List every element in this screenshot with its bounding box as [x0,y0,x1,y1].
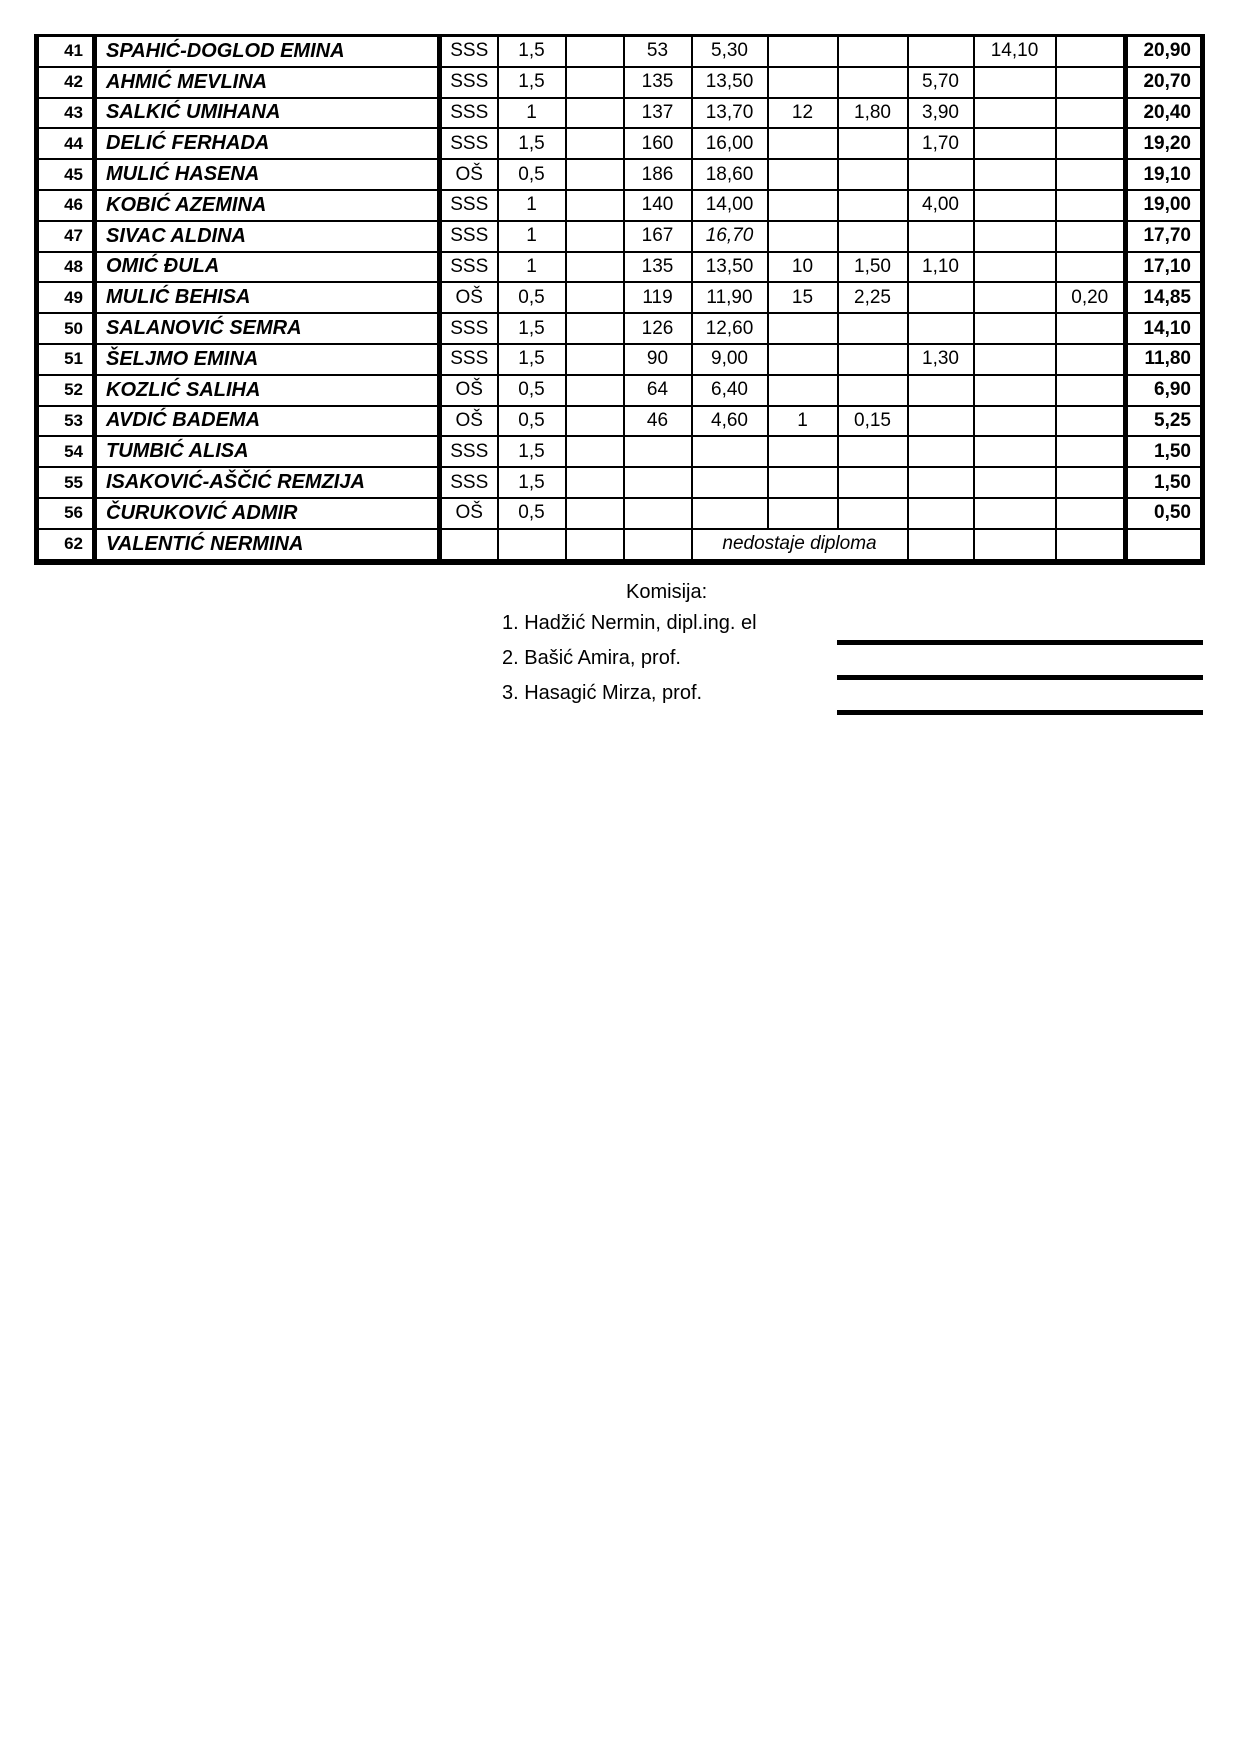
data-cell: 12 [768,98,838,129]
committee-heading: Komisija: [626,581,708,603]
data-cell [1056,159,1126,190]
data-cell [768,467,838,498]
data-cell: 5,70 [908,67,974,98]
data-cell: 1,5 [498,36,566,67]
data-cell [768,344,838,375]
data-cell [1056,221,1126,252]
data-cell: 186 [624,159,692,190]
data-cell [1056,128,1126,159]
data-cell [498,529,566,562]
data-cell: SSS [440,36,498,67]
data-cell [566,98,624,129]
total-cell: 6,90 [1126,375,1203,406]
data-cell [1056,498,1126,529]
row-number-cell: 62 [37,529,95,562]
table-row [37,529,1203,562]
data-cell [838,128,908,159]
candidate-name-cell: OMIĆ ĐULA [95,252,440,283]
candidate-name-cell: ČURUKOVIĆ ADMIR [95,498,440,529]
data-cell [1056,467,1126,498]
data-cell: 64 [624,375,692,406]
data-cell: 1,5 [498,344,566,375]
row-number-cell: 50 [37,313,95,344]
data-cell [566,498,624,529]
data-cell: 13,50 [692,252,768,283]
data-cell [838,375,908,406]
data-cell [624,467,692,498]
data-cell: 16,00 [692,128,768,159]
data-cell [974,67,1056,98]
total-cell: 20,40 [1126,98,1203,129]
data-cell: SSS [440,190,498,221]
data-cell: 1 [498,252,566,283]
candidate-name-cell: SALKIĆ UMIHANA [95,98,440,129]
data-cell [838,344,908,375]
data-cell: 1 [498,190,566,221]
data-cell [1056,36,1126,67]
data-cell [566,252,624,283]
data-cell [838,221,908,252]
table-row [37,190,1203,221]
table-row [37,313,1203,344]
data-cell: 1,5 [498,128,566,159]
data-cell: 90 [624,344,692,375]
data-cell: 1,30 [908,344,974,375]
candidate-name-cell: MULIĆ HASENA [95,159,440,190]
data-cell [1056,436,1126,467]
table-row [37,36,1203,67]
data-cell: 1,5 [498,67,566,98]
total-cell: 5,25 [1126,406,1203,437]
table-row [37,467,1203,498]
total-cell: 20,90 [1126,36,1203,67]
data-cell [566,436,624,467]
data-cell [566,467,624,498]
candidate-name-cell: AHMIĆ MEVLINA [95,67,440,98]
data-cell: OŠ [440,282,498,313]
table-row [37,436,1203,467]
data-cell [974,313,1056,344]
data-cell: 1,50 [838,252,908,283]
data-cell [566,344,624,375]
candidate-name-cell: SALANOVIĆ SEMRA [95,313,440,344]
candidate-name-cell: ISAKOVIĆ-AŠČIĆ REMZIJA [95,467,440,498]
data-cell [908,406,974,437]
data-cell [624,498,692,529]
data-cell: 1 [498,98,566,129]
total-cell: 14,85 [1126,282,1203,313]
committee-member-2: 2. Bašić Amira, prof. [502,647,681,669]
data-cell: 13,50 [692,67,768,98]
row-number-cell: 43 [37,98,95,129]
total-cell: 1,50 [1126,467,1203,498]
data-cell: 1,5 [498,467,566,498]
data-cell: SSS [440,436,498,467]
candidate-name-cell: ŠELJMO EMINA [95,344,440,375]
total-cell: 20,70 [1126,67,1203,98]
data-cell: 1,80 [838,98,908,129]
data-cell: SSS [440,313,498,344]
data-cell [566,128,624,159]
data-cell: 46 [624,406,692,437]
committee-member-1: 1. Hadžić Nermin, dipl.ing. el [502,612,757,634]
data-cell: 16,70 [692,221,768,252]
data-cell [908,313,974,344]
data-cell [566,221,624,252]
data-cell [974,467,1056,498]
data-cell: 14,10 [974,36,1056,67]
data-cell: 12,60 [692,313,768,344]
data-cell: 119 [624,282,692,313]
data-cell: 2,25 [838,282,908,313]
data-cell [974,190,1056,221]
data-cell [768,313,838,344]
data-cell: 135 [624,67,692,98]
row-number-cell: 54 [37,436,95,467]
total-cell: 19,10 [1126,159,1203,190]
table-row [37,98,1203,129]
data-cell [1056,406,1126,437]
data-cell: 10 [768,252,838,283]
data-cell [974,436,1056,467]
candidate-name-cell: AVDIĆ BADEMA [95,406,440,437]
results-table [34,34,1205,565]
data-cell [768,159,838,190]
data-cell [974,529,1056,562]
data-cell: 0,5 [498,159,566,190]
data-cell: 1,5 [498,436,566,467]
candidate-name-cell: TUMBIĆ ALISA [95,436,440,467]
data-cell: OŠ [440,159,498,190]
row-number-cell: 42 [37,67,95,98]
table-row [37,344,1203,375]
table-row [37,221,1203,252]
data-cell [566,282,624,313]
row-number-cell: 41 [37,36,95,67]
data-cell [692,436,768,467]
data-cell: 140 [624,190,692,221]
data-cell [838,436,908,467]
data-cell [692,498,768,529]
candidate-name-cell: KOZLIĆ SALIHA [95,375,440,406]
data-cell: 4,60 [692,406,768,437]
data-cell [768,67,838,98]
data-cell [908,375,974,406]
data-cell: 160 [624,128,692,159]
data-cell [908,498,974,529]
data-cell [838,159,908,190]
total-cell [1126,529,1203,562]
row-number-cell: 44 [37,128,95,159]
table-row [37,252,1203,283]
data-cell [768,375,838,406]
table-row [37,67,1203,98]
table-row [37,498,1203,529]
data-cell [974,282,1056,313]
data-cell [838,67,908,98]
data-cell: 11,90 [692,282,768,313]
data-cell [768,498,838,529]
data-cell: 0,5 [498,498,566,529]
row-number-cell: 55 [37,467,95,498]
data-cell: 0,5 [498,406,566,437]
data-cell: 126 [624,313,692,344]
total-cell: 0,50 [1126,498,1203,529]
data-cell [974,375,1056,406]
data-cell [1056,190,1126,221]
total-cell: 11,80 [1126,344,1203,375]
data-cell [1056,98,1126,129]
data-cell: 0,20 [1056,282,1126,313]
candidate-name-cell: SIVAC ALDINA [95,221,440,252]
data-cell [566,190,624,221]
signature-line-2 [837,675,1203,680]
data-cell [838,498,908,529]
data-cell [838,313,908,344]
data-cell [1056,529,1126,562]
data-cell: OŠ [440,498,498,529]
candidate-name-cell: DELIĆ FERHADA [95,128,440,159]
data-cell: 0,15 [838,406,908,437]
row-number-cell: 53 [37,406,95,437]
data-cell: 137 [624,98,692,129]
data-cell: SSS [440,221,498,252]
table-row [37,159,1203,190]
data-cell: 4,00 [908,190,974,221]
table-row [37,128,1203,159]
data-cell [768,221,838,252]
candidate-name-cell: SPAHIĆ-DOGLOD EMINA [95,36,440,67]
row-number-cell: 56 [37,498,95,529]
data-cell: 15 [768,282,838,313]
data-cell [974,128,1056,159]
results-table-body [37,36,1203,562]
candidate-name-cell: VALENTIĆ NERMINA [95,529,440,562]
signature-line-3 [837,710,1203,715]
data-cell: 18,60 [692,159,768,190]
data-cell [1056,344,1126,375]
data-cell [974,344,1056,375]
data-cell [1056,375,1126,406]
data-cell: 0,5 [498,375,566,406]
data-cell [974,221,1056,252]
table-row [37,375,1203,406]
row-number-cell: 48 [37,252,95,283]
data-cell: 135 [624,252,692,283]
data-cell [908,467,974,498]
data-cell: 53 [624,36,692,67]
data-cell [974,406,1056,437]
row-number-cell: 52 [37,375,95,406]
data-cell [566,406,624,437]
data-cell [566,159,624,190]
data-cell [908,282,974,313]
data-cell [838,36,908,67]
data-cell: 1,5 [498,313,566,344]
data-cell [768,128,838,159]
data-cell [624,436,692,467]
data-cell [566,313,624,344]
data-cell [566,375,624,406]
data-cell [768,436,838,467]
data-cell [624,529,692,562]
data-cell: 167 [624,221,692,252]
total-cell: 17,70 [1126,221,1203,252]
data-cell [974,252,1056,283]
total-cell: 14,10 [1126,313,1203,344]
data-cell: 14,00 [692,190,768,221]
data-cell [692,467,768,498]
data-cell [838,190,908,221]
data-cell [566,529,624,562]
data-cell [908,529,974,562]
data-cell [768,36,838,67]
total-cell: 19,00 [1126,190,1203,221]
data-cell [768,190,838,221]
data-cell: 1 [498,221,566,252]
data-cell [908,436,974,467]
signature-line-1 [837,640,1203,645]
data-cell: 0,5 [498,282,566,313]
data-cell [1056,313,1126,344]
data-cell [566,67,624,98]
committee-member-3: 3. Hasagić Mirza, prof. [502,682,703,704]
row-number-cell: 45 [37,159,95,190]
note-cell: nedostaje diploma [692,529,908,562]
candidate-name-cell: KOBIĆ AZEMINA [95,190,440,221]
row-number-cell: 46 [37,190,95,221]
row-number-cell: 47 [37,221,95,252]
row-number-cell: 51 [37,344,95,375]
table-row [37,282,1203,313]
total-cell: 1,50 [1126,436,1203,467]
data-cell: 13,70 [692,98,768,129]
data-cell: 9,00 [692,344,768,375]
data-cell [908,36,974,67]
data-cell: 1,70 [908,128,974,159]
data-cell: SSS [440,98,498,129]
data-cell: 5,30 [692,36,768,67]
table-row [37,406,1203,437]
data-cell [440,529,498,562]
data-cell: SSS [440,467,498,498]
data-cell: OŠ [440,375,498,406]
data-cell [908,159,974,190]
data-cell [1056,67,1126,98]
data-cell [908,221,974,252]
data-cell: 1 [768,406,838,437]
data-cell: SSS [440,252,498,283]
data-cell: SSS [440,128,498,159]
total-cell: 17,10 [1126,252,1203,283]
data-cell: 6,40 [692,375,768,406]
total-cell: 19,20 [1126,128,1203,159]
data-cell: 3,90 [908,98,974,129]
data-cell: SSS [440,67,498,98]
data-cell [974,159,1056,190]
row-number-cell: 49 [37,282,95,313]
data-cell [974,98,1056,129]
data-cell [566,36,624,67]
data-cell [974,498,1056,529]
data-cell [1056,252,1126,283]
data-cell: OŠ [440,406,498,437]
data-cell: SSS [440,344,498,375]
candidate-name-cell: MULIĆ BEHISA [95,282,440,313]
data-cell [838,467,908,498]
data-cell: 1,10 [908,252,974,283]
